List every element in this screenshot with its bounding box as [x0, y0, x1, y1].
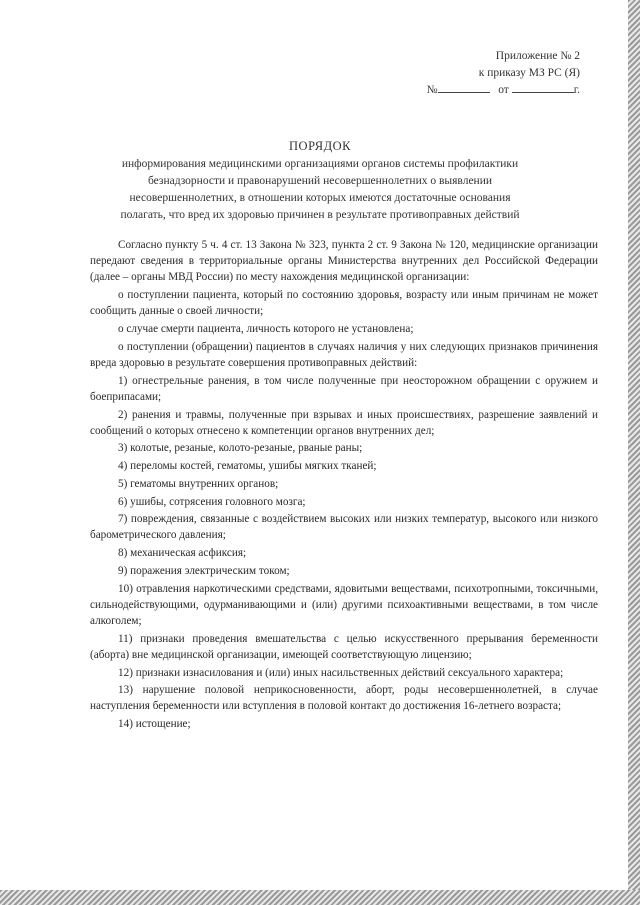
body-paragraph: о поступлении пациента, который по состоянию здоровья, возрасту или иным причинам не может сообщить данные о своей личности; [90, 289, 598, 318]
title-heading: ПОРЯДОК [289, 139, 351, 153]
body-paragraph: Согласно пункту 5 ч. 4 ст. 13 Закона № 323, пункта 2 ст. 9 Закона № 120, медицинские организации передают сведения в территориальные органы Министерства внутренних дел Российской Федерации (далее – органы МВД России) по месту нахождения медицинской организации: [90, 239, 598, 284]
order-date-blank [512, 82, 574, 93]
body-paragraph: 13) нарушение половой неприкосновенности, аборт, роды несовершеннолетней, в случае наступления беременности или вступления в половой контакт до достижения 16-летнего возраста; [90, 684, 598, 713]
body-paragraph: о поступлении (обращении) пациентов в случаях наличия у них следующих признаков причинения вреда здоровью в результате совершения противоправных действий: [90, 340, 598, 369]
body-paragraph: 6) ушибы, сотрясения головного мозга; [118, 495, 306, 508]
body-paragraph: 7) повреждения, связанные с воздействием высоких или низких температур, высокого или низкого барометрического давления; [90, 513, 598, 542]
body-paragraph: 8) механическая асфиксия; [118, 547, 247, 560]
body-paragraph: о случае смерти пациента, личность которого не установлена; [118, 323, 414, 336]
order-number-label: № [426, 84, 438, 96]
body-paragraph: 11) признаки проведения вмешательства с целью искусственного прерывания беременности (аборта) вне медицинской организации, имеющей соответствующую лицензию; [90, 632, 598, 661]
annex-line-3 [427, 82, 580, 99]
body-paragraph: 5) гематомы внутренних органов; [118, 477, 279, 490]
body-paragraph: 1) огнестрельные ранения, в том числе полученные при неосторожном обращении с оружием и боеприпасами; [90, 374, 598, 403]
body-paragraph: 14) истощение; [118, 718, 191, 731]
document-title [120, 138, 520, 224]
body-paragraph: 2) ранения и травмы, полученные при взрывах и иных происшествиях, разрешение заявлений и сообщений о которых отнесено к компетенции органов внутренних дел; [90, 408, 598, 437]
order-date-label: от [498, 84, 509, 96]
order-year-suffix: г. [573, 84, 580, 96]
body-paragraph: 4) переломы костей, гематомы, ушибы мягких тканей; [118, 460, 377, 473]
body-paragraph: 12) признаки изнасилования и (или) иных насильственных действий сексуального характера; [118, 666, 564, 679]
body-paragraph: 10) отравления наркотическими средствами, ядовитыми веществами, психотропными, токсичными, сильнодействующими, одурманивающими и (или) другими психоактивными веществами, в том числе алкоголем; [90, 582, 598, 627]
title-subtitle: информирования медицинскими организациями органов системы профилактики безнадзорности и правонарушений несовершеннолетних о выявлении несовершеннолетних, в отношении которых имеются достаточные основания полагать, что вред их здоровью причинен в результате противоправных действий [120, 158, 520, 221]
annex-line-2: к приказу МЗ РС (Я) [478, 67, 580, 79]
annex-header [427, 48, 580, 99]
body-paragraph: 9) поражения электрическим током; [118, 564, 290, 577]
scan-edge-right [628, 0, 640, 905]
body-paragraph: 3) колотые, резаные, колото-резаные, рваные раны; [118, 442, 363, 455]
document-body [90, 237, 598, 734]
order-number-blank [438, 82, 490, 93]
scan-edge-bottom [0, 890, 640, 905]
annex-line-1: Приложение № 2 [495, 50, 580, 62]
